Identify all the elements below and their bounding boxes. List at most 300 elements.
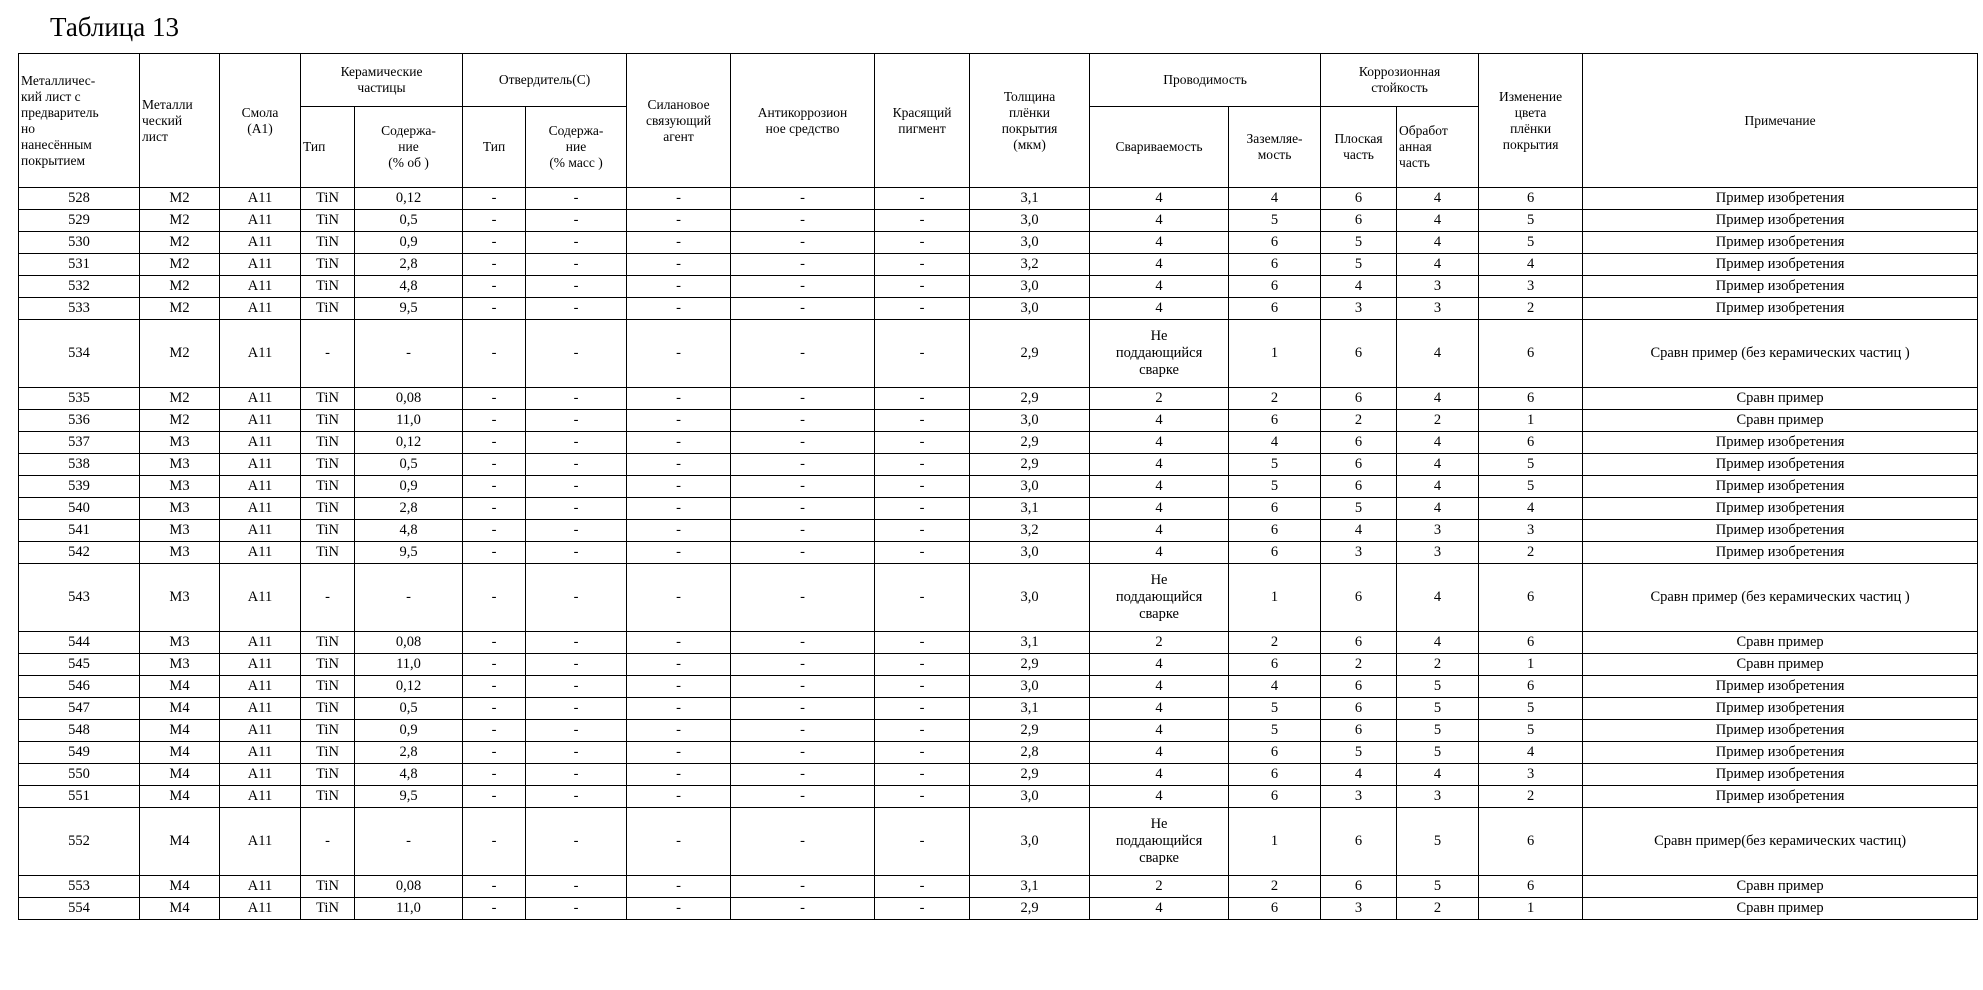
table-cell: Сравн пример — [1583, 632, 1978, 654]
table-cell: 1 — [1479, 410, 1583, 432]
table-cell: 4 — [1397, 632, 1479, 654]
table-cell: 0,9 — [355, 232, 463, 254]
header-weldability: Свариваемость — [1090, 107, 1229, 188]
table-cell: TiN — [301, 298, 355, 320]
table-cell: - — [463, 276, 526, 298]
table-cell: 11,0 — [355, 654, 463, 676]
table-cell: - — [526, 254, 627, 276]
table-cell: Пример изобретения — [1583, 698, 1978, 720]
table-cell: - — [526, 232, 627, 254]
table-cell: A11 — [220, 210, 301, 232]
table-cell: - — [731, 564, 875, 632]
table-cell: 9,5 — [355, 786, 463, 808]
table-cell: - — [731, 188, 875, 210]
table-cell: 5 — [1397, 698, 1479, 720]
table-cell: - — [301, 808, 355, 876]
table-cell: 6 — [1321, 188, 1397, 210]
table-cell: 4 — [1090, 698, 1229, 720]
table-row — [19, 632, 1978, 654]
table-cell: 552 — [19, 808, 140, 876]
table-cell: M4 — [140, 808, 220, 876]
table-row — [19, 654, 1978, 676]
table-row — [19, 432, 1978, 454]
table-row — [19, 876, 1978, 898]
table-cell: - — [463, 520, 526, 542]
header-silane: Силановое связующий агент — [627, 54, 731, 188]
table-cell: 5 — [1229, 720, 1321, 742]
table-cell: - — [627, 320, 731, 388]
table-cell: 2 — [1090, 876, 1229, 898]
table-cell: - — [731, 320, 875, 388]
table-cell: - — [463, 898, 526, 920]
table-cell: TiN — [301, 454, 355, 476]
table-cell: 6 — [1479, 432, 1583, 454]
table-cell: 5 — [1321, 254, 1397, 276]
table-cell: - — [875, 564, 970, 632]
table-cell: 5 — [1321, 498, 1397, 520]
table-cell: - — [875, 742, 970, 764]
header-anticorrosion: Антикоррозион ное средство — [731, 54, 875, 188]
table-cell: A11 — [220, 432, 301, 454]
table-cell: 6 — [1321, 320, 1397, 388]
table-cell: Сравн пример — [1583, 876, 1978, 898]
table-cell: 4 — [1321, 764, 1397, 786]
table-cell: M3 — [140, 520, 220, 542]
table-cell: 2,9 — [970, 454, 1090, 476]
table-cell: 4 — [1397, 232, 1479, 254]
table-cell: - — [731, 388, 875, 410]
table-cell: TiN — [301, 410, 355, 432]
table-cell: 3,0 — [970, 276, 1090, 298]
table-cell: - — [526, 698, 627, 720]
table-cell: - — [526, 188, 627, 210]
table-cell: 9,5 — [355, 298, 463, 320]
table-cell: 4 — [1090, 742, 1229, 764]
table-cell: - — [875, 454, 970, 476]
table-cell: - — [731, 676, 875, 698]
table-cell: TiN — [301, 742, 355, 764]
table-cell: - — [526, 520, 627, 542]
table-cell: - — [627, 432, 731, 454]
table-cell: - — [627, 232, 731, 254]
table-cell: 2 — [1397, 410, 1479, 432]
header-hardener: Отвердитель(С) — [463, 54, 627, 107]
table-cell: - — [526, 676, 627, 698]
table-cell: 6 — [1321, 876, 1397, 898]
table-cell: 6 — [1229, 542, 1321, 564]
table-cell: - — [731, 520, 875, 542]
table-cell: M4 — [140, 786, 220, 808]
table-cell: TiN — [301, 432, 355, 454]
table-cell: 4 — [1397, 454, 1479, 476]
table-cell: 9,5 — [355, 542, 463, 564]
table-cell: 0,12 — [355, 432, 463, 454]
table-cell: TiN — [301, 876, 355, 898]
table-cell: 0,08 — [355, 876, 463, 898]
table-cell: - — [627, 254, 731, 276]
table-cell: 3,0 — [970, 298, 1090, 320]
header-ceramic: Керамические частицы — [301, 54, 463, 107]
table-cell: - — [731, 876, 875, 898]
table-cell: 1 — [1229, 320, 1321, 388]
table-cell: 3,0 — [970, 786, 1090, 808]
table-cell: M4 — [140, 676, 220, 698]
table-cell: 541 — [19, 520, 140, 542]
table-cell: - — [463, 876, 526, 898]
table-cell: Пример изобретения — [1583, 520, 1978, 542]
table-cell: - — [526, 210, 627, 232]
table-cell: - — [463, 742, 526, 764]
table-cell: M3 — [140, 498, 220, 520]
header-flat: Плоская часть — [1321, 107, 1397, 188]
table-cell: - — [463, 188, 526, 210]
header-metal: Металли ческий лист — [140, 54, 220, 188]
table-cell: M3 — [140, 654, 220, 676]
table-cell: A11 — [220, 632, 301, 654]
table-cell: 547 — [19, 698, 140, 720]
header-ceramic-content: Содержа- ние (% об ) — [355, 107, 463, 188]
table-cell: - — [526, 786, 627, 808]
table-cell: TiN — [301, 276, 355, 298]
table-cell: 2,8 — [970, 742, 1090, 764]
table-row — [19, 542, 1978, 564]
header-pigment: Красящий пигмент — [875, 54, 970, 188]
table-cell: M4 — [140, 742, 220, 764]
table-cell: - — [463, 542, 526, 564]
table-cell: 6 — [1479, 808, 1583, 876]
table-cell: 554 — [19, 898, 140, 920]
table-cell: 6 — [1229, 654, 1321, 676]
table-cell: - — [627, 898, 731, 920]
table-cell: Сравн пример — [1583, 654, 1978, 676]
header-corrosion: Коррозионная стойкость — [1321, 54, 1479, 107]
table-cell: - — [463, 388, 526, 410]
table-cell: - — [627, 298, 731, 320]
table-cell: 3 — [1479, 764, 1583, 786]
table-cell: - — [731, 432, 875, 454]
table-cell: - — [355, 564, 463, 632]
table-cell: 3 — [1479, 520, 1583, 542]
table-cell: - — [526, 298, 627, 320]
table-cell: - — [875, 676, 970, 698]
table-cell: 6 — [1321, 676, 1397, 698]
table-cell: TiN — [301, 764, 355, 786]
table-cell: A11 — [220, 898, 301, 920]
table-cell: 0,5 — [355, 698, 463, 720]
table-cell: 6 — [1229, 742, 1321, 764]
table-cell: 5 — [1397, 720, 1479, 742]
table-cell: 2,9 — [970, 654, 1090, 676]
table-cell: - — [627, 454, 731, 476]
table-cell: Пример изобретения — [1583, 542, 1978, 564]
table-row — [19, 298, 1978, 320]
table-cell: 1 — [1479, 898, 1583, 920]
table-cell: 2 — [1397, 898, 1479, 920]
table-cell: 5 — [1479, 210, 1583, 232]
table-cell: Сравн пример (без керамических частиц ) — [1583, 320, 1978, 388]
table-cell: Пример изобретения — [1583, 298, 1978, 320]
table-cell: Сравн пример — [1583, 388, 1978, 410]
table-cell: 4 — [1090, 454, 1229, 476]
table-cell: Пример изобретения — [1583, 454, 1978, 476]
table-cell: - — [463, 410, 526, 432]
table-cell: 3 — [1397, 786, 1479, 808]
table-cell: A11 — [220, 720, 301, 742]
table-cell: 5 — [1397, 876, 1479, 898]
table-cell: 4 — [1397, 564, 1479, 632]
table-cell: 3,1 — [970, 876, 1090, 898]
table-cell: 533 — [19, 298, 140, 320]
table-cell: - — [627, 808, 731, 876]
table-cell: 3,0 — [970, 232, 1090, 254]
table-cell: 4 — [1321, 276, 1397, 298]
table-cell: 2 — [1229, 876, 1321, 898]
table-cell: 4 — [1397, 210, 1479, 232]
table-cell: 4 — [1090, 786, 1229, 808]
table-cell: - — [463, 320, 526, 388]
table-cell: 0,08 — [355, 632, 463, 654]
table-cell: - — [526, 564, 627, 632]
table-cell: 5 — [1479, 476, 1583, 498]
table-row — [19, 388, 1978, 410]
table-cell: - — [355, 320, 463, 388]
table-cell: 11,0 — [355, 898, 463, 920]
table-row — [19, 676, 1978, 698]
table-cell: - — [627, 564, 731, 632]
table-cell: 548 — [19, 720, 140, 742]
table-cell: 4 — [1090, 210, 1229, 232]
table-cell: A11 — [220, 410, 301, 432]
table-row — [19, 742, 1978, 764]
table-cell: 6 — [1479, 320, 1583, 388]
table-cell: 5 — [1229, 454, 1321, 476]
table-cell: - — [627, 498, 731, 520]
table-cell: - — [875, 498, 970, 520]
table-cell: 3,0 — [970, 210, 1090, 232]
table-cell: - — [875, 320, 970, 388]
table-cell: - — [463, 698, 526, 720]
table-cell: 3 — [1479, 276, 1583, 298]
table-cell: 553 — [19, 876, 140, 898]
table-row — [19, 898, 1978, 920]
table-cell: 543 — [19, 564, 140, 632]
table-cell: Не поддающийся сварке — [1090, 564, 1229, 632]
table-cell: 6 — [1321, 808, 1397, 876]
table-cell: - — [526, 720, 627, 742]
table-cell: 532 — [19, 276, 140, 298]
table-cell: 529 — [19, 210, 140, 232]
table-cell: 6 — [1479, 632, 1583, 654]
table-cell: 3 — [1321, 542, 1397, 564]
table-cell: - — [526, 654, 627, 676]
table-cell: - — [731, 808, 875, 876]
table-cell: 2 — [1397, 654, 1479, 676]
table-cell: - — [731, 698, 875, 720]
table-cell: - — [731, 254, 875, 276]
table-cell: - — [731, 898, 875, 920]
table-cell: TiN — [301, 210, 355, 232]
table-cell: - — [627, 476, 731, 498]
table-cell: - — [875, 698, 970, 720]
table-cell: TiN — [301, 898, 355, 920]
table-cell: A11 — [220, 764, 301, 786]
table-cell: M3 — [140, 542, 220, 564]
table-cell: 546 — [19, 676, 140, 698]
table-cell: - — [463, 476, 526, 498]
table-cell: M4 — [140, 876, 220, 898]
table-cell: 4 — [1321, 520, 1397, 542]
table-cell: - — [627, 388, 731, 410]
table-cell: 4 — [1397, 320, 1479, 388]
table-cell: M2 — [140, 254, 220, 276]
table-cell: TiN — [301, 254, 355, 276]
table-cell: M2 — [140, 210, 220, 232]
table-cell: Сравн пример — [1583, 410, 1978, 432]
table-cell: 4 — [1397, 254, 1479, 276]
table-cell: 5 — [1397, 808, 1479, 876]
table-cell: Пример изобретения — [1583, 498, 1978, 520]
table-cell: 6 — [1229, 254, 1321, 276]
table-cell: - — [463, 454, 526, 476]
table-cell: - — [627, 786, 731, 808]
table-cell: M2 — [140, 320, 220, 388]
table-cell: - — [301, 320, 355, 388]
table-cell: 4 — [1479, 498, 1583, 520]
table-cell: 4 — [1397, 188, 1479, 210]
table-cell: Сравн пример(без керамических частиц) — [1583, 808, 1978, 876]
table-row — [19, 254, 1978, 276]
table-cell: M2 — [140, 232, 220, 254]
table-cell: M3 — [140, 632, 220, 654]
table-cell: 4 — [1397, 476, 1479, 498]
table-cell: 6 — [1229, 298, 1321, 320]
table-cell: A11 — [220, 698, 301, 720]
header-thickness: Толщина плёнки покрытия (мкм) — [970, 54, 1090, 188]
table-cell: 4 — [1397, 432, 1479, 454]
table-cell: M2 — [140, 298, 220, 320]
table-cell: 6 — [1321, 720, 1397, 742]
table-cell: Пример изобретения — [1583, 786, 1978, 808]
table-cell: 2,9 — [970, 898, 1090, 920]
table-cell: 3,1 — [970, 632, 1090, 654]
table-cell: - — [875, 210, 970, 232]
table-cell: 3 — [1321, 786, 1397, 808]
table-cell: 6 — [1229, 786, 1321, 808]
table-cell: M4 — [140, 898, 220, 920]
table-cell: A11 — [220, 320, 301, 388]
table-cell: M2 — [140, 410, 220, 432]
table-cell: TiN — [301, 720, 355, 742]
table-cell: 5 — [1229, 476, 1321, 498]
table-cell: TiN — [301, 232, 355, 254]
table-cell: 6 — [1321, 476, 1397, 498]
table-cell: 2 — [1479, 786, 1583, 808]
table-cell: 0,9 — [355, 476, 463, 498]
table-cell: 4 — [1090, 298, 1229, 320]
table-cell: Пример изобретения — [1583, 720, 1978, 742]
table-cell: 0,5 — [355, 454, 463, 476]
table-cell: TiN — [301, 632, 355, 654]
table-cell: 4 — [1397, 388, 1479, 410]
table-cell: 540 — [19, 498, 140, 520]
table-cell: A11 — [220, 676, 301, 698]
table-cell: 2 — [1090, 632, 1229, 654]
table-cell: - — [627, 876, 731, 898]
table-cell: 537 — [19, 432, 140, 454]
table-cell: - — [627, 276, 731, 298]
table-body — [19, 188, 1978, 920]
table-cell: 3,0 — [970, 676, 1090, 698]
table-cell: 4,8 — [355, 276, 463, 298]
table-cell: A11 — [220, 876, 301, 898]
table-cell: TiN — [301, 786, 355, 808]
table-cell: - — [875, 254, 970, 276]
table-cell: - — [731, 210, 875, 232]
table-title: Таблица 13 — [50, 12, 179, 43]
table-cell: 3 — [1397, 542, 1479, 564]
header-conductivity: Проводимость — [1090, 54, 1321, 107]
table-cell: - — [463, 298, 526, 320]
table-cell: 2,8 — [355, 742, 463, 764]
table-cell: - — [731, 410, 875, 432]
table-cell: - — [875, 898, 970, 920]
table-cell: - — [627, 676, 731, 698]
table-cell: 534 — [19, 320, 140, 388]
table-cell: 2 — [1229, 388, 1321, 410]
table-cell: TiN — [301, 542, 355, 564]
table-cell: 5 — [1397, 676, 1479, 698]
table-cell: - — [627, 188, 731, 210]
header-ceramic-type: Тип — [301, 107, 355, 188]
table-cell: 3,0 — [970, 542, 1090, 564]
table-cell: A11 — [220, 188, 301, 210]
table-cell: 3 — [1397, 276, 1479, 298]
table-cell: - — [463, 786, 526, 808]
table-row — [19, 764, 1978, 786]
table-cell: 2,9 — [970, 320, 1090, 388]
table-row — [19, 210, 1978, 232]
table-cell: 530 — [19, 232, 140, 254]
table-cell: - — [627, 632, 731, 654]
table-cell: - — [526, 632, 627, 654]
table-cell: 4 — [1090, 476, 1229, 498]
table-cell: - — [731, 632, 875, 654]
table-cell: 4,8 — [355, 764, 463, 786]
table-cell: 4,8 — [355, 520, 463, 542]
table-cell: 6 — [1479, 188, 1583, 210]
header-processed: Обработ анная часть — [1397, 107, 1479, 188]
table-cell: - — [627, 520, 731, 542]
table-row — [19, 698, 1978, 720]
table-cell: - — [731, 476, 875, 498]
table-cell: 0,9 — [355, 720, 463, 742]
table-cell: A11 — [220, 808, 301, 876]
table-cell: 6 — [1321, 432, 1397, 454]
table-cell: - — [875, 808, 970, 876]
table-cell: 538 — [19, 454, 140, 476]
table-cell: 4 — [1479, 254, 1583, 276]
table-cell: - — [875, 632, 970, 654]
table-cell: - — [627, 410, 731, 432]
table-cell: - — [355, 808, 463, 876]
table-cell: 2,9 — [970, 388, 1090, 410]
table-cell: - — [875, 876, 970, 898]
table-cell: 6 — [1321, 388, 1397, 410]
table-cell: - — [463, 432, 526, 454]
table-cell: 3,1 — [970, 498, 1090, 520]
table-cell: M2 — [140, 188, 220, 210]
table-cell: - — [526, 898, 627, 920]
